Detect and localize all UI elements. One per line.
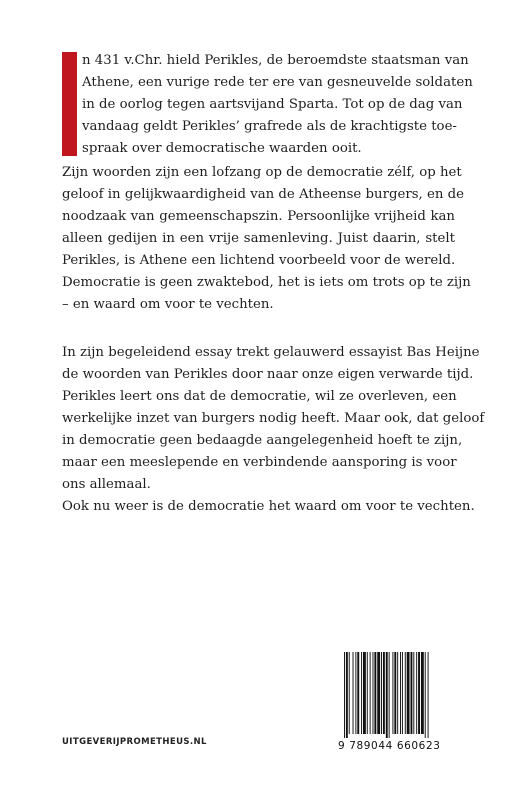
barcode-bar <box>349 652 350 734</box>
barcode-bar <box>386 652 388 738</box>
barcode-bar <box>357 652 359 734</box>
paragraph-intro <box>62 50 473 160</box>
barcode-bar <box>346 652 348 738</box>
barcode-bar <box>381 652 382 734</box>
barcode-bar <box>418 652 420 734</box>
barcode-bar <box>394 652 396 734</box>
text-line: n 431 v.Chr. hield Perikles, de beroemdste staatsman van <box>82 53 469 68</box>
barcode-bar <box>407 652 410 734</box>
barcode-bar <box>405 652 406 734</box>
text-line: Perikles leert ons dat de democratie, wil ze overleven, een <box>62 389 457 404</box>
barcode-bar <box>400 652 401 734</box>
text-line: alleen gedijen in een vrije samenleving. Juist daarin, stelt <box>62 231 455 246</box>
barcode-bars <box>338 652 456 738</box>
text-line: Athene, een vurige rede ter ere van gesneuvelde soldaten <box>82 75 473 90</box>
barcode-bar <box>411 652 413 734</box>
barcode-bar <box>367 652 368 734</box>
text-line: in de oorlog tegen aartsvijand Sparta. Tot op de dag van <box>82 97 463 112</box>
text-line: – en waard om voor te vechten. <box>62 297 274 312</box>
barcode-bar <box>353 652 354 734</box>
isbn-number: 9 789044 660623 <box>338 740 441 752</box>
text-line: de woorden van Perikles door naar onze eigen verwarde tijd. <box>62 367 474 382</box>
text-line: werkelijke inzet van burgers nodig heeft. Maar ook, dat geloof <box>62 411 485 426</box>
text-line: maar een meeslepende en verbindende aansporing is voor <box>62 455 457 470</box>
barcode-bar <box>363 652 366 734</box>
barcode-bar <box>397 652 398 734</box>
barcode-bar <box>428 652 429 738</box>
barcode-bar <box>361 652 362 734</box>
barcode-bar <box>389 652 390 738</box>
barcode-bar <box>421 652 424 734</box>
barcode <box>338 652 456 760</box>
text-line: in democratie geen bedaagde aangelegenheid hoeft te zijn, <box>62 433 463 448</box>
barcode-bar <box>373 652 374 734</box>
barcode-bar <box>370 652 371 734</box>
text-line: In zijn begeleidend essay trekt gelauwerd essayist Bas Heijne <box>62 345 480 360</box>
barcode-bar <box>392 652 393 734</box>
barcode-bar <box>416 652 417 734</box>
barcode-bar <box>413 652 414 734</box>
paragraph-essay <box>62 342 485 518</box>
text-line: noodzaak van gemeenschapszin. Persoonlijke vrijheid kan <box>62 209 455 224</box>
text-line: geloof in gelijkwaardigheid van de Atheense burgers, en de <box>62 187 465 202</box>
barcode-bar <box>344 652 345 738</box>
text-line: Democratie is geen zwaktebod, het is iets om trots op te zijn <box>62 275 471 290</box>
barcode-bar <box>374 652 376 734</box>
text-line: ons allemaal. <box>62 477 151 492</box>
text-line: vandaag geldt Perikles’ grafrede als de krachtigste toe- <box>82 119 457 134</box>
barcode-bar <box>402 652 403 734</box>
barcode-bar <box>383 652 385 734</box>
barcode-bar <box>377 652 380 734</box>
text-line: Zijn woorden zijn een lofzang op de democratie zélf, op het <box>62 165 462 180</box>
barcode-bar <box>355 652 356 734</box>
text-line: Ook nu weer is de democratie het waard om voor te vechten. <box>62 499 475 514</box>
text-line: spraak over democratische waarden ooit. <box>82 141 362 156</box>
publisher-imprint: UITGEVERIJPROMETHEUS.NL <box>62 737 207 747</box>
paragraph-body <box>62 162 471 316</box>
barcode-bar <box>425 652 426 738</box>
text-line: Perikles, is Athene een lichtend voorbeeld voor de wereld. <box>62 253 456 268</box>
